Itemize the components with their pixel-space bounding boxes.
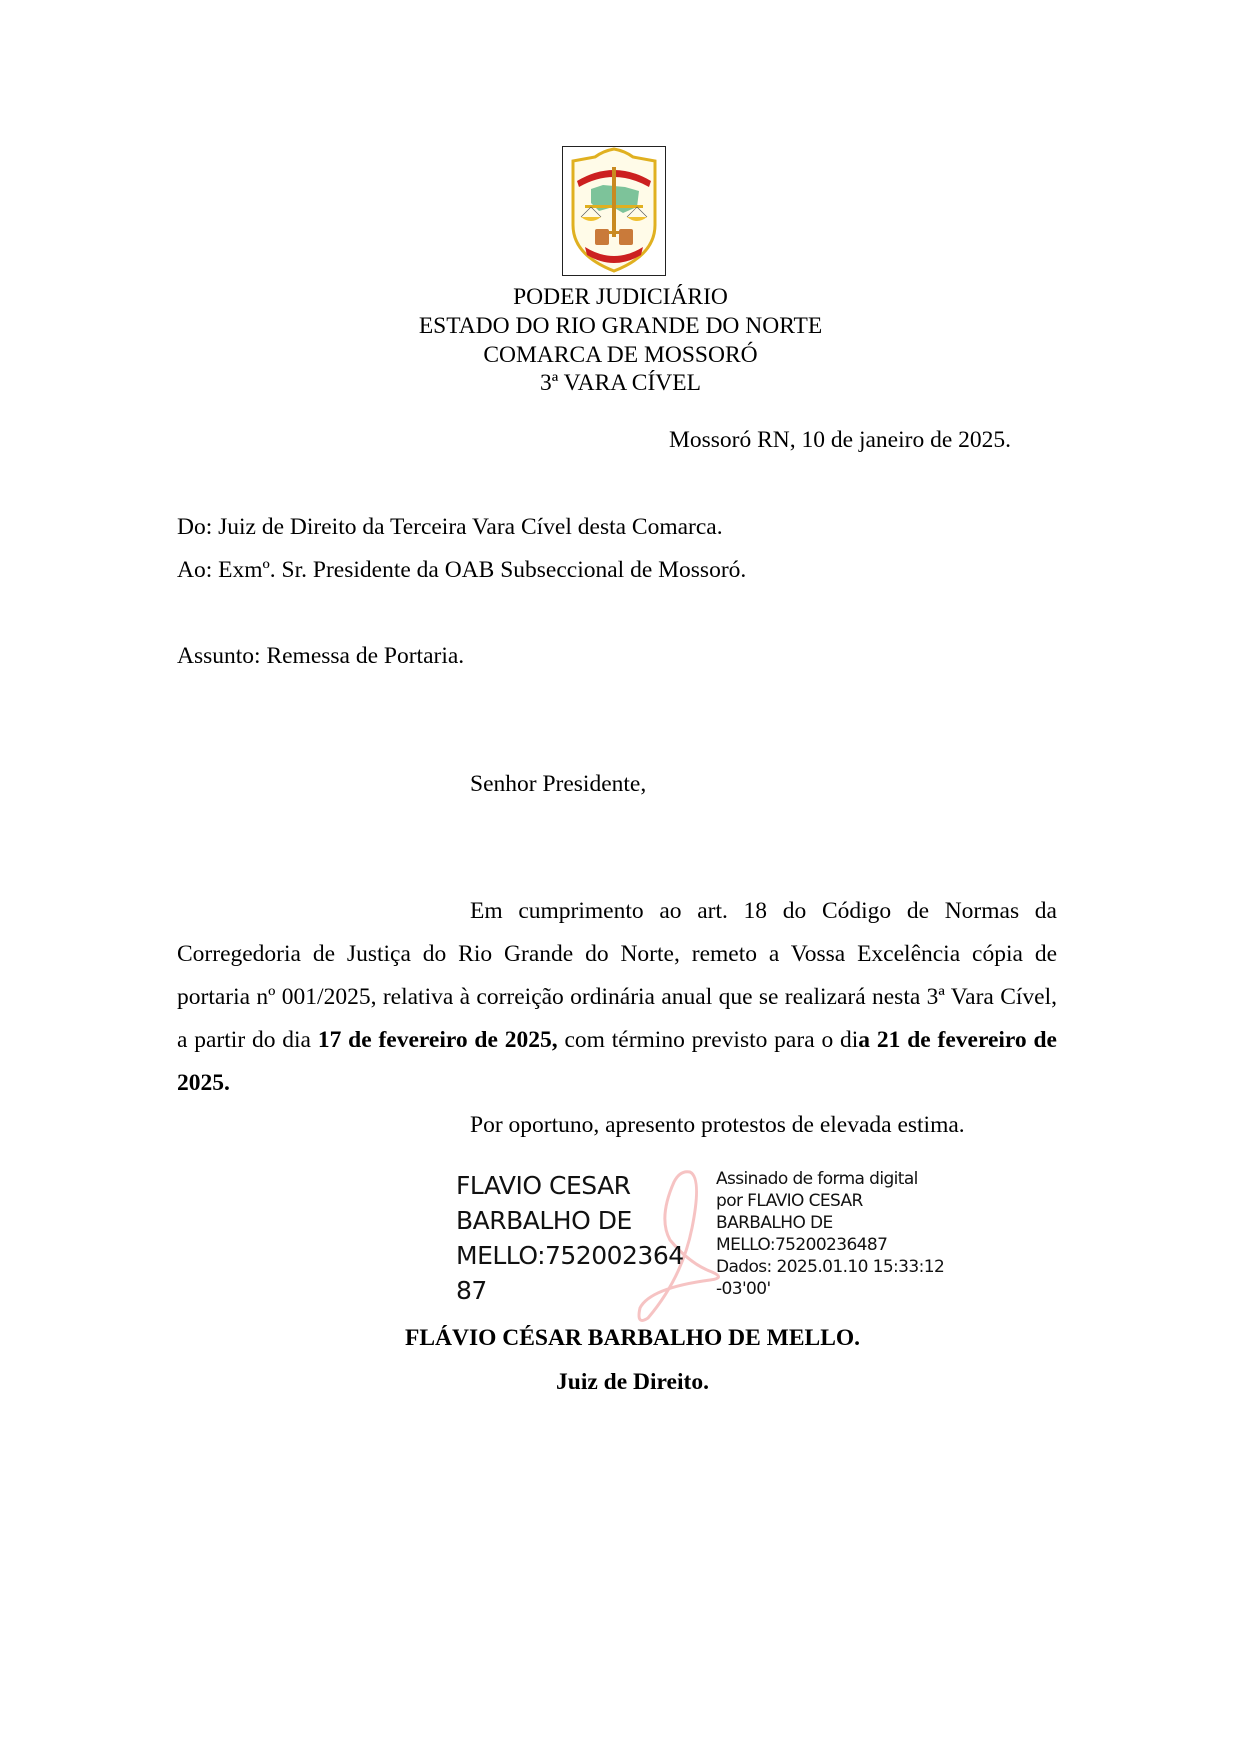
header-court: 3ª VARA CÍVEL (539, 370, 701, 396)
date-line: Mossoró RN, 10 de janeiro de 2025. (669, 427, 1012, 453)
body-paragraph (177, 890, 1057, 1105)
signer-title: Juiz de Direito. (556, 1369, 709, 1395)
salutation: Senhor Presidente, (470, 771, 647, 797)
signature-timezone: -03'00' (716, 1279, 771, 1299)
signer-name: FLÁVIO CÉSAR BARBALHO DE MELLO. (404, 1325, 861, 1351)
tjrn-seal-icon (563, 147, 665, 275)
body-text-part-1: Em cumprimento ao art. 18 do Código de Normas da Corregedoria de Justiça do Rio Grande do Norte, remeto a Vossa Excelência cópia de portaria nº 001/2025, relativa à correição ordinária anual que se realizará nesta 3ª Vara Cível, a partir do dia (177, 898, 1057, 1053)
signature-detail-line: MELLO:75200236487 (716, 1235, 888, 1255)
header-district: COMARCA DE MOSSORÓ (483, 342, 758, 368)
signature-name-line: FLAVIO CESAR (456, 1171, 631, 1200)
signature-name-line: MELLO:752002364 (456, 1241, 684, 1270)
signature-detail-line: por FLAVIO CESAR (716, 1191, 863, 1211)
signature-detail-block (716, 1168, 944, 1300)
header-state: ESTADO DO RIO GRANDE DO NORTE (418, 313, 823, 339)
closing-line: Por oportuno, apresento protestos de elevada estima. (470, 1112, 965, 1138)
from-line: Do: Juiz de Direito da Terceira Vara Cível desta Comarca. (177, 514, 723, 540)
signature-detail-line: Assinado de forma digital (716, 1169, 918, 1189)
end-date: a 21 de fevereiro de 2025. (177, 1027, 1057, 1096)
signature-name-line: BARBALHO DE (456, 1206, 632, 1235)
subject-line: Assunto: Remessa de Portaria. (177, 643, 465, 669)
court-emblem (562, 146, 666, 276)
start-date: 17 de fevereiro de 2025, (317, 1027, 558, 1053)
header-judiciary: PODER JUDICIÁRIO (513, 284, 728, 310)
signature-name-line: 87 (456, 1276, 487, 1305)
signature-timestamp: Dados: 2025.01.10 15:33:12 (716, 1257, 945, 1277)
signature-detail-line: BARBALHO DE (716, 1213, 833, 1233)
body-text-part-2: com término previsto para o di (557, 1027, 859, 1053)
signature-name-block (456, 1168, 684, 1308)
to-line: Ao: Exmº. Sr. Presidente da OAB Subseccional de Mossoró. (177, 557, 747, 583)
